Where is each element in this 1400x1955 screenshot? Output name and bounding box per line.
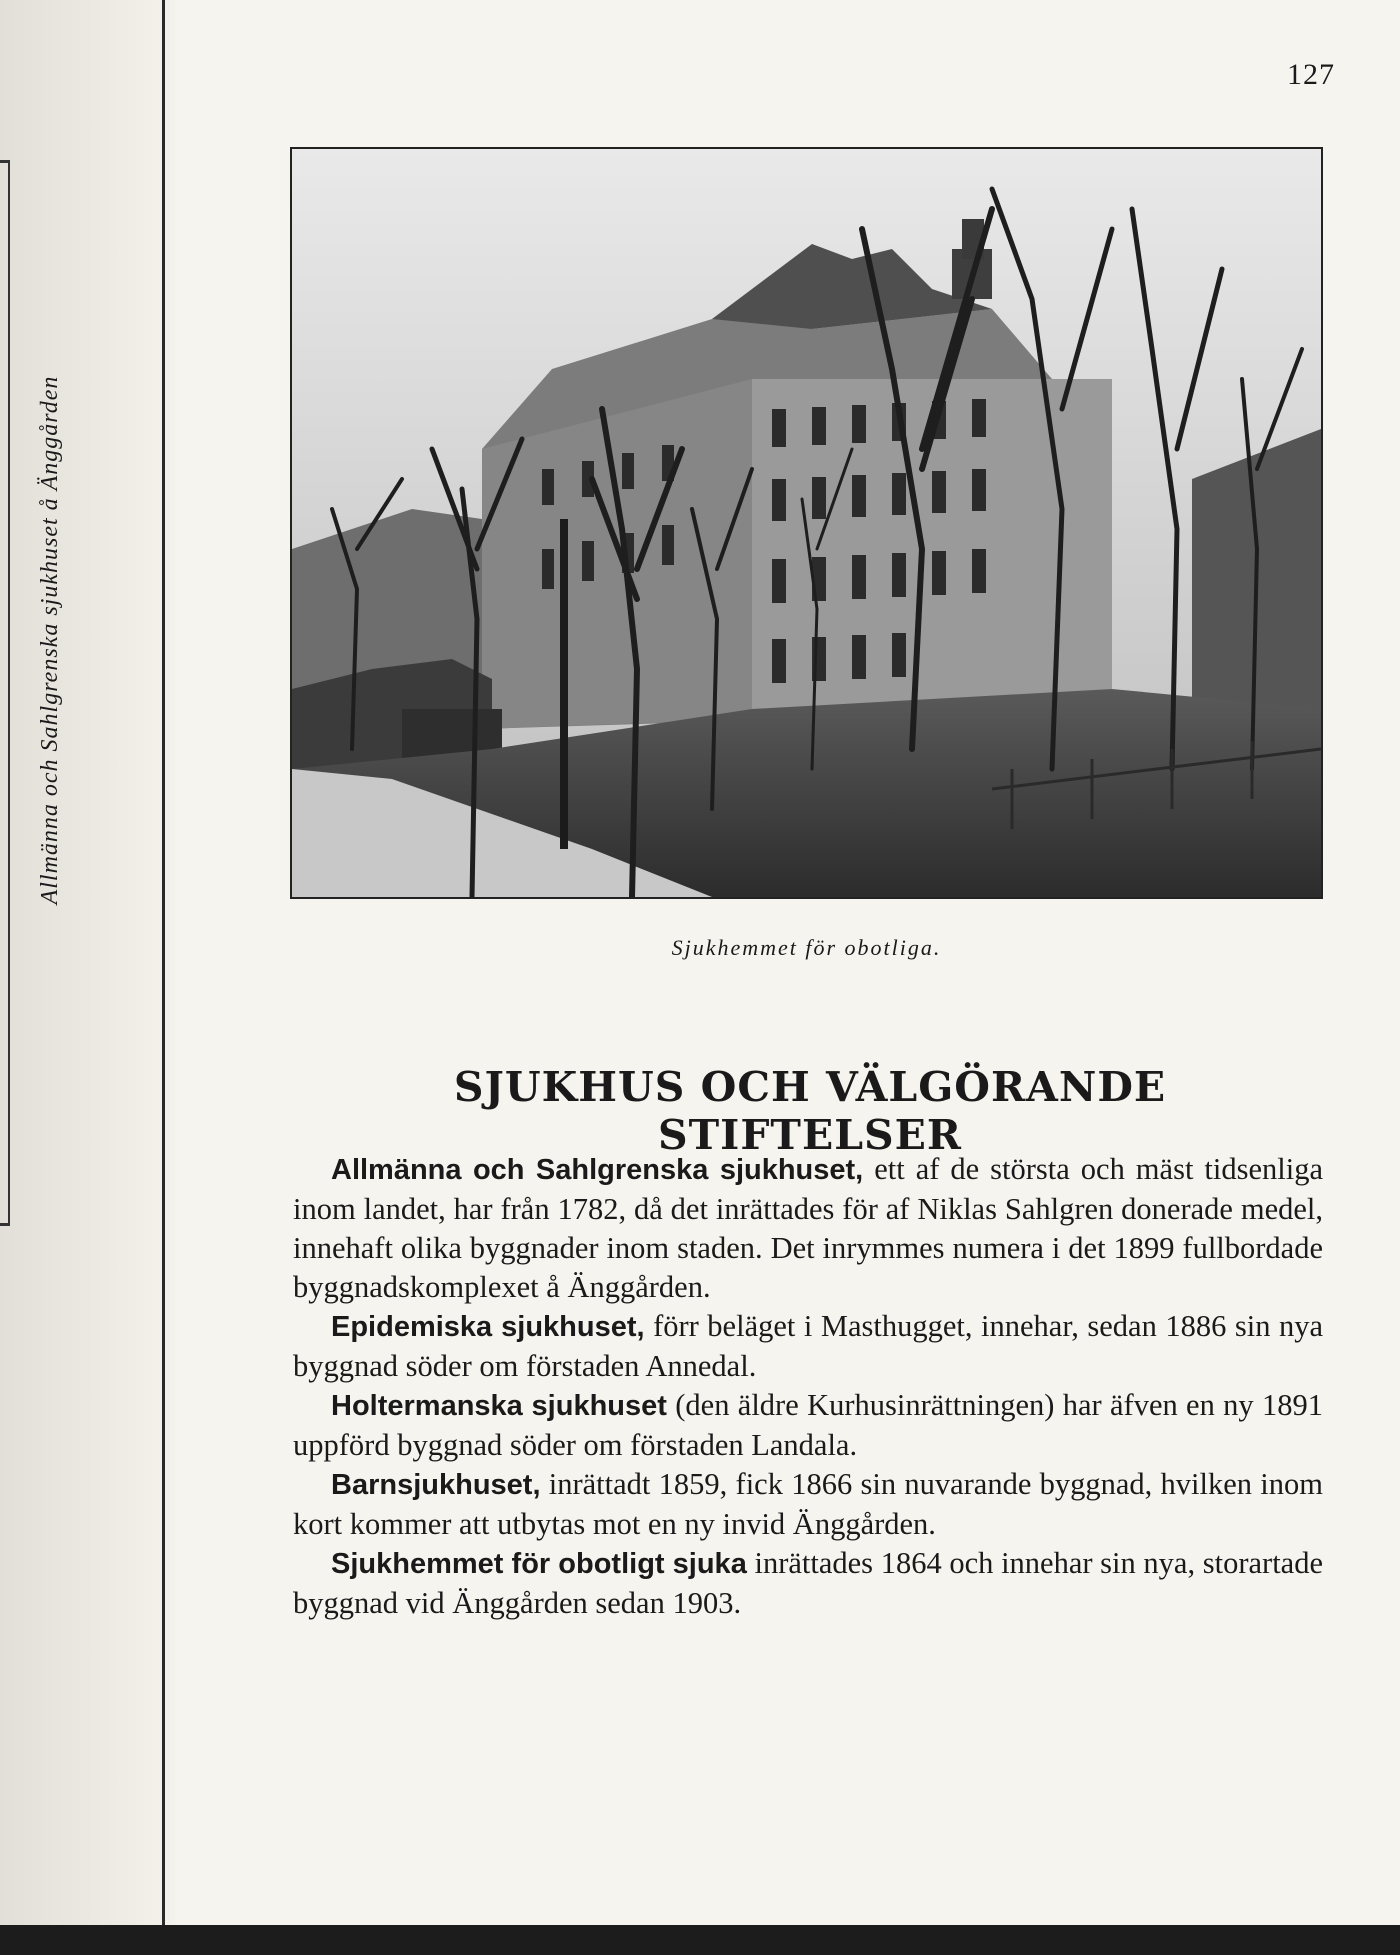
paragraph-lead: Holtermanska sjukhuset — [331, 1390, 667, 1422]
facing-page-edge — [0, 160, 10, 1226]
page-number: 127 — [1287, 58, 1335, 91]
body-text — [293, 1150, 1323, 1623]
figure-caption: Sjukhemmet för obotliga. — [671, 935, 942, 960]
book-gutter-shadow — [0, 0, 175, 1955]
book-gutter-line — [162, 0, 165, 1955]
paragraph-lead: Sjukhemmet för obotligt sjuka — [331, 1548, 747, 1580]
paragraph-lead: Allmänna och Sahlgrenska sjukhuset, — [331, 1154, 864, 1186]
paragraph-lead: Barnsjukhuset, — [331, 1469, 541, 1501]
paragraph-text: (den äldre Kurhusinrättningen) har äfven en ny 1891 uppförd byggnad söder om förstaden Landala. — [293, 1388, 1323, 1462]
scan-bottom-edge — [0, 1925, 1400, 1955]
paragraph-text: inrättadt 1859, fick 1866 sin nuvarande byggnad, hvilken inom kort kommer att utbytas mot en ny invid Änggården. — [293, 1467, 1323, 1541]
paragraph-text: inrättades 1864 och innehar sin nya, storartade byggnad vid Änggården sedan 1903. — [293, 1546, 1323, 1620]
hospital-building-illustration — [292, 149, 1321, 897]
section-heading: SJUKHUS OCH VÄLGÖRANDE STIFTELSER — [453, 1063, 1167, 1159]
paragraph — [293, 1465, 1323, 1544]
running-head: Allmänna och Sahlgrenska sjukhuset å Änggården — [37, 375, 63, 905]
paragraph-text: ett af de största och mäst tidsenliga inom landet, har från 1782, då det inrättades för af Niklas Sahlgren donerade medel, innehaft olika byggnader inom staden. Det inrymmes numera i det 1899 fullbordade byggnadskomplexet å Änggården. — [293, 1152, 1323, 1304]
paragraph-lead: Epidemiska sjukhuset, — [331, 1311, 645, 1343]
paragraph — [293, 1150, 1323, 1307]
paragraph — [293, 1544, 1323, 1623]
paragraph-text: förr beläget i Masthugget, innehar, sedan 1886 sin nya byggnad söder om förstaden Annedal. — [293, 1309, 1323, 1383]
hospital-photograph — [290, 147, 1323, 899]
paragraph — [293, 1386, 1323, 1465]
paragraph — [293, 1307, 1323, 1386]
